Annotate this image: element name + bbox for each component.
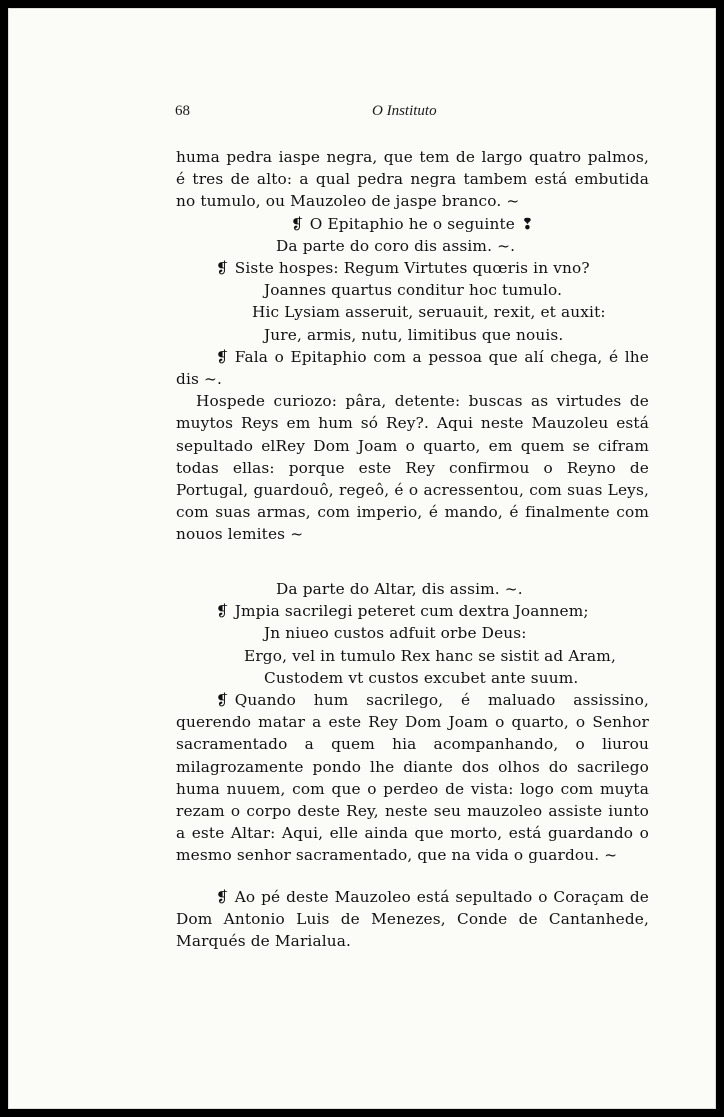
- latin-line: Hic Lysiam asseruit, seruauit, rexit, et auxit:: [252, 303, 606, 322]
- paragraph-fala: ❡ Fala o Epitaphio com a pessoa que alí chega, é lhe dis ~.: [176, 347, 649, 389]
- text-block-2: [176, 578, 649, 867]
- book-page: [8, 8, 716, 1109]
- latin-line: Jure, armis, nutu, limitibus que nouis.: [264, 325, 564, 344]
- epitaph-intro: O Epitaphio he o seguinte: [309, 214, 515, 233]
- pilcrow-icon: ❡: [291, 214, 304, 233]
- page-header: [8, 103, 716, 123]
- text-block-3: [176, 886, 649, 953]
- paragraph-coracam: ❡ Ao pé deste Mauzoleo está sepultado o Coraçam de Dom Antonio Luis de Menezes, Conde de Cantanhede, Marqués de Marialua.: [176, 888, 649, 951]
- epitaph-side-line: Da parte do coro dis assim. ~.: [276, 236, 516, 255]
- epitaph-intro-line: [176, 213, 649, 235]
- latin-line: Ergo, vel in tumulo Rex hanc se sistit ad Aram,: [244, 646, 616, 665]
- paragraph-hospede: Hospede curiozo: pâra, detente: buscas as virtudes de muytos Reys em hum só Rey?. Aqui neste Mauzoleu está sepultado elRey Dom Joam o quarto, em quem se cifram todas ellas: porque este Rey confirmou o Reyno de Portugal, guardouô, regeô, é o acressentou, com suas Leys, com suas armas, com imperio, é mando, é finalmente com nouos lemites ~: [176, 392, 649, 544]
- text-block-1: [176, 146, 649, 546]
- running-title: O Instituto: [372, 103, 437, 119]
- paragraph-quando: ❡ Quando hum sacrilego, é maluado assissino, querendo matar a este Rey Dom Joam o quarto, o Senhor sacramentado a quem hia acompanhando, o liurou milagrozamente pondo lhe diante dos olhos do sacrilego huma nuuem, com que o perdeo de vista: logo com muyta rezam o corpo deste Rey, neste seu mauzoleo assiste iunto a este Altar: Aqui, elle ainda que morto, está guardando o mesmo senhor sacramentado, que na vida o guardou. ~: [176, 691, 649, 865]
- pilcrow-icon: ❡: [216, 347, 229, 366]
- pilcrow-icon: ❡: [216, 259, 229, 278]
- latin-line: Joannes quartus conditur hoc tumulo.: [264, 281, 563, 300]
- pilcrow-icon: ❡: [216, 888, 229, 906]
- page-number: 68: [175, 103, 190, 119]
- paragraph-stone: huma pedra iaspe negra, que tem de largo quatro palmos, é tres de alto: a qual pedra negra tambem está embutida no tumulo, ou Mauzoleo de jaspe branco. ~: [176, 148, 649, 211]
- pilcrow-icon: ❡: [216, 602, 229, 621]
- altar-heading: Da parte do Altar, dis assim. ~.: [276, 580, 523, 598]
- latin-line: ❡ Siste hospes: Regum Virtutes quœris in vno?: [216, 259, 590, 278]
- pilcrow-icon: ❡: [216, 691, 229, 710]
- closing-mark-icon: ❢: [520, 214, 534, 233]
- latin-line: Custodem vt custos excubet ante suum.: [264, 668, 579, 687]
- latin-line: Jn niueo custos adfuit orbe Deus:: [264, 624, 527, 643]
- latin-line: ❡ Jmpia sacrilegi peteret cum dextra Joannem;: [216, 602, 589, 621]
